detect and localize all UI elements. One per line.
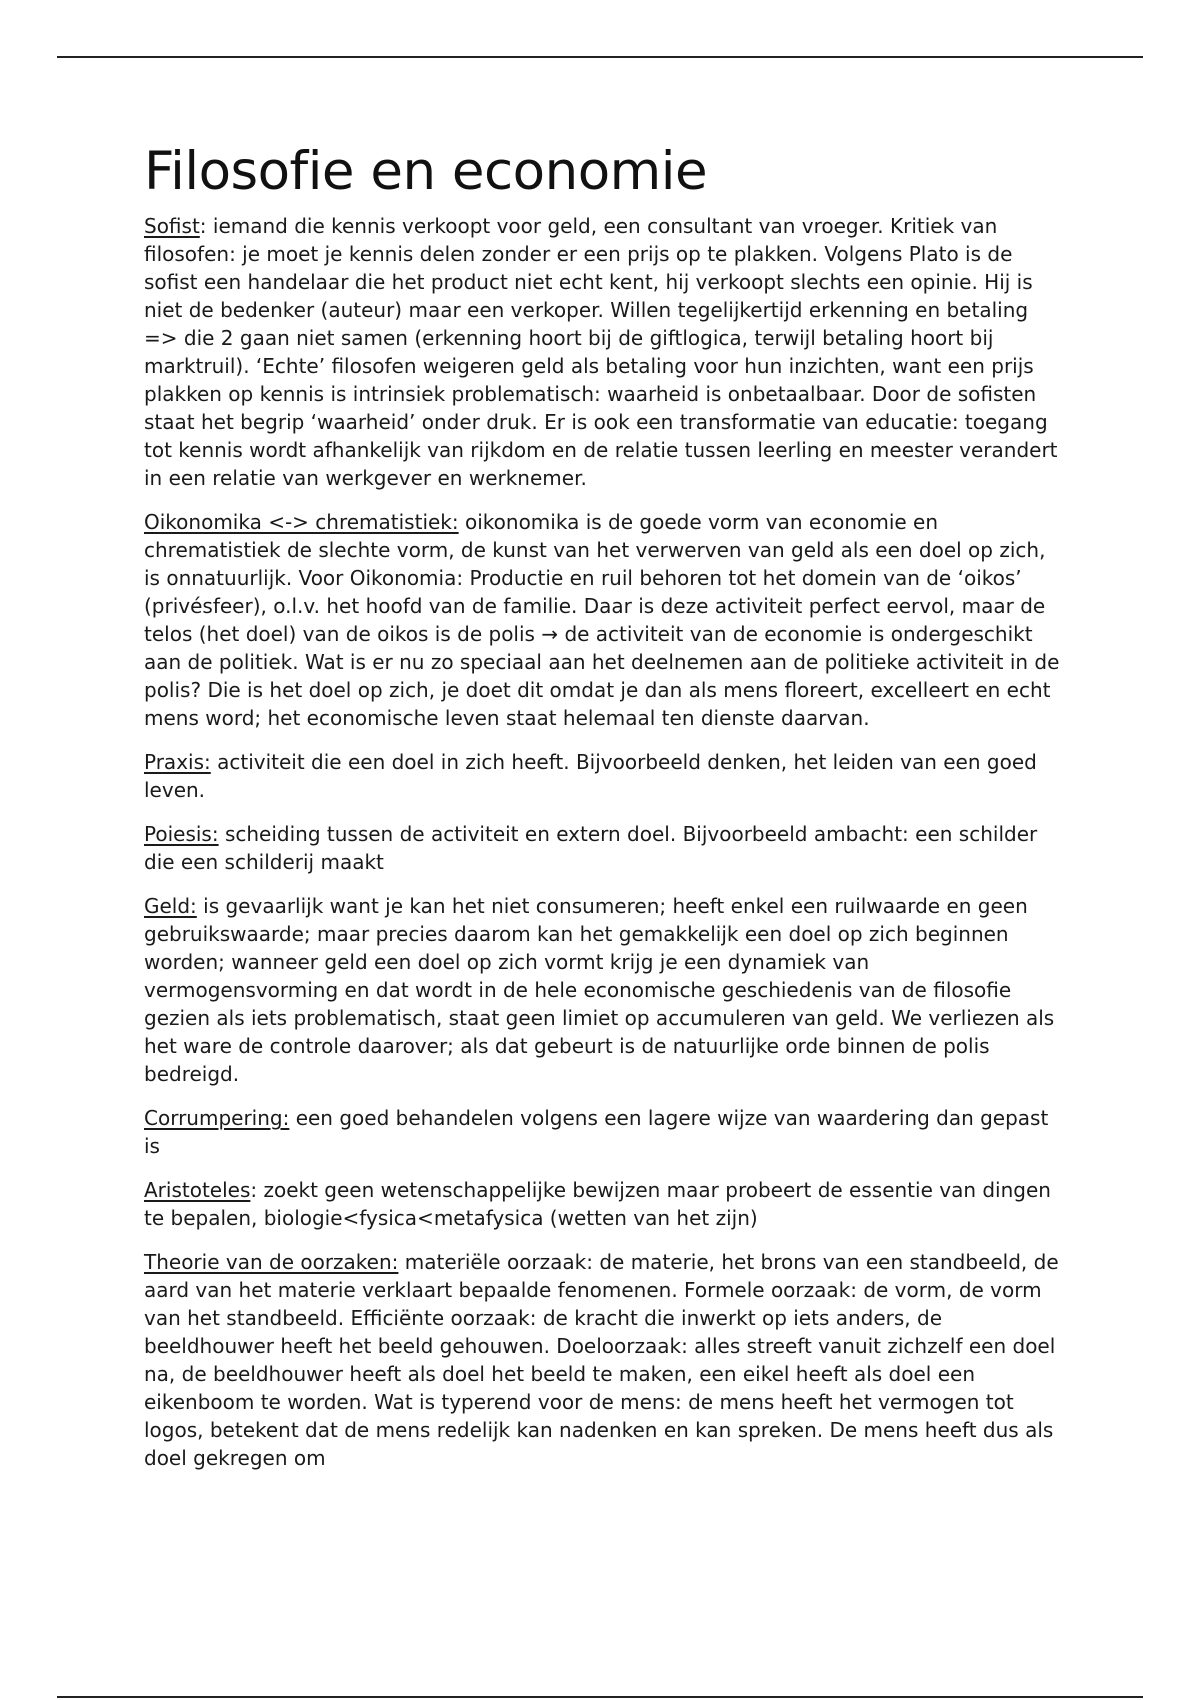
paragraph-text: is gevaarlijk want je kan het niet consumeren; heeft enkel een ruilwaarde en geen gebruikswaarde; maar precies daarom kan het gemakkelijk een doel op zich beginnen worden; wanneer geld een doel op zich vormt krijg je een dynamiek van vermogensvorming en dat wordt in de hele economische geschiedenis van de filosofie gezien als iets problematisch, staat geen limiet op accumuleren van geld. We verliezen als het ware de controle daarover; als dat gebeurt is de natuurlijke orde binnen de polis bedreigd. — [144, 894, 1055, 1086]
term-label: Aristoteles — [144, 1178, 251, 1202]
paragraph-text: materiële oorzaak: de materie, het brons van een standbeeld, de aard van het materie verklaart bepaalde fenomenen. Formele oorzaak: de vorm, de vorm van het standbeeld. Efficiënte oorzaak: de kracht die inwerkt op iets anders, de beeldhouwer heeft het beeld gehouwen. Doeloorzaak: alles streeft vanuit zichzelf een doel na, de beeldhouwer heeft als doel het beeld te maken, een eikel heeft als doel een eikenboom te worden. Wat is typerend voor de mens: de mens heeft het vermogen tot logos, betekent dat de mens redelijk kan nadenken en kan spreken. De mens heeft dus als doel gekregen om — [144, 1250, 1059, 1470]
paragraph-sofist — [144, 212, 1064, 492]
paragraph-text: activiteit die een doel in zich heeft. Bijvoorbeeld denken, het leiden van een goed leven. — [144, 750, 1037, 802]
paragraph-text: een goed behandelen volgens een lagere wijze van waardering dan gepast is — [144, 1106, 1049, 1158]
term-label: Oikonomika <-> chrematistiek: — [144, 510, 459, 534]
paragraph-text: : zoekt geen wetenschappelijke bewijzen maar probeert de essentie van dingen te bepalen, biologie<fysica<metafysica (wetten van het zijn) — [144, 1178, 1051, 1230]
paragraph-corrumpering — [144, 1104, 1064, 1160]
term-label: Praxis: — [144, 750, 211, 774]
paragraph-geld — [144, 892, 1064, 1088]
paragraph-poiesis — [144, 820, 1064, 876]
document-body — [144, 140, 1064, 1488]
paragraph-text: oikonomika is de goede vorm van economie en chrematistiek de slechte vorm, de kunst van het verwerven van geld als een doel op zich, is onnatuurlijk. Voor Oikonomia: Productie en ruil behoren tot het domein van de ‘oikos’ (privésfeer), o.l.v. het hoofd van de familie. Daar is deze activiteit perfect eervol, maar de telos (het doel) van de oikos is de polis → de activiteit van de economie is ondergeschikt aan de politiek. Wat is er nu zo speciaal aan het deelnemen aan de politieke activiteit in de polis? Die is het doel op zich, je doet dit omdat je dan als mens floreert, excelleert en echt mens word; het economische leven staat helemaal ten dienste daarvan. — [144, 510, 1060, 730]
term-label: Corrumpering: — [144, 1106, 290, 1130]
term-label: Theorie van de oorzaken: — [144, 1250, 399, 1274]
term-label: Sofist — [144, 214, 200, 238]
paragraph-praxis — [144, 748, 1064, 804]
page-title: Filosofie en economie — [144, 141, 708, 202]
page-bottom-rule — [57, 1696, 1143, 1698]
page-top-rule — [57, 56, 1143, 58]
paragraph-text: : iemand die kennis verkoopt voor geld, een consultant van vroeger. Kritiek van filosofen: je moet je kennis delen zonder er een prijs op te plakken. Volgens Plato is de sofist een handelaar die het product niet echt kent, hij verkoopt slechts een opinie. Hij is niet de bedenker (auteur) maar een verkoper. Willen tegelijkertijd erkenning en betaling => die 2 gaan niet samen (erkenning hoort bij de giftlogica, terwijl betaling hoort bij marktruil). ‘Echte’ filosofen weigeren geld als betaling voor hun inzichten, want een prijs plakken op kennis is intrinsiek problematisch: waarheid is onbetaalbaar. Door de sofisten staat het begrip ‘waarheid’ onder druk. Er is ook een transformatie van educatie: toegang tot kennis wordt afhankelijk van rijkdom en de relatie tussen leerling en meester verandert in een relatie van werkgever en werknemer. — [144, 214, 1058, 490]
paragraph-oikonomika — [144, 508, 1064, 732]
term-label: Poiesis: — [144, 822, 219, 846]
paragraph-aristoteles — [144, 1176, 1064, 1232]
paragraph-theorie-oorzaken — [144, 1248, 1064, 1472]
paragraph-text: scheiding tussen de activiteit en extern doel. Bijvoorbeeld ambacht: een schilder die een schilderij maakt — [144, 822, 1038, 874]
term-label: Geld: — [144, 894, 197, 918]
